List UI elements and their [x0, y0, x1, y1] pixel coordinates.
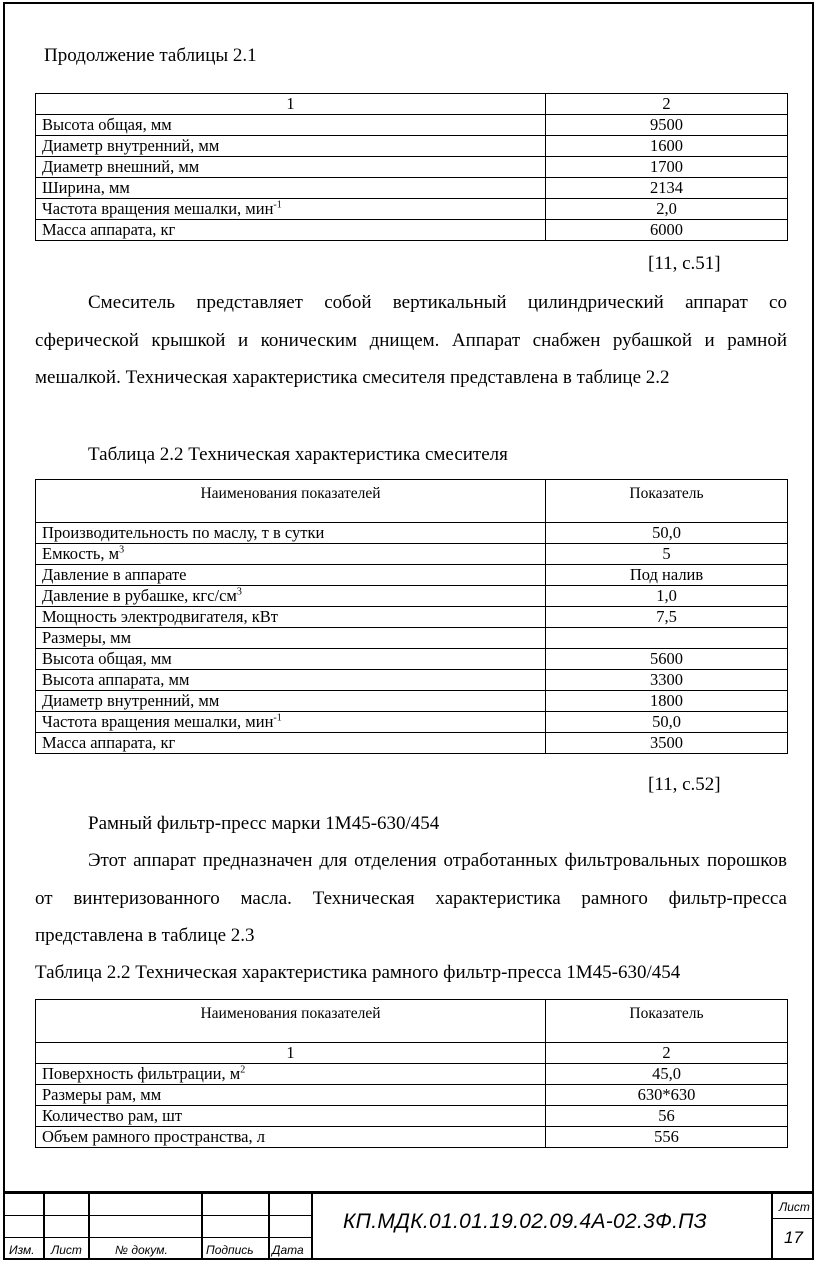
param-value: 5600 [546, 649, 788, 670]
section-heading-filter-press: Рамный фильтр-пресс марки 1М45-630/454 [88, 813, 440, 834]
table-row [36, 544, 788, 565]
param-value: 7,5 [546, 607, 788, 628]
header-cell: Наименования показателей [36, 480, 546, 523]
header-cell: 1 [36, 94, 546, 115]
param-value: 5 [546, 544, 788, 565]
stamp-divider [311, 1194, 313, 1260]
table-row [36, 649, 788, 670]
source-reference: [11, с.52] [648, 774, 721, 795]
param-name: Масса аппарата, кг [36, 733, 546, 754]
stamp-rule [771, 1218, 814, 1219]
param-name: Диаметр внешний, мм [36, 157, 546, 178]
stamp-divider [201, 1194, 203, 1260]
table-row [36, 178, 788, 199]
param-value: 3500 [546, 733, 788, 754]
stamp-divider [268, 1194, 270, 1260]
param-value: 3300 [546, 670, 788, 691]
param-name-cell [36, 712, 546, 733]
table-2-1-continued [35, 93, 788, 241]
param-name: Количество рам, шт [36, 1106, 546, 1127]
document-code: КП.МДК.01.01.19.02.09.4А-02.3Ф.ПЗ [343, 1210, 707, 1233]
header-cell: Показатель [546, 1000, 788, 1043]
superscript: 3 [119, 544, 125, 556]
superscript: 3 [236, 586, 242, 598]
param-name: Ширина, мм [36, 178, 546, 199]
param-name: Производительность по маслу, т в сутки [36, 523, 546, 544]
table-2-2 [35, 479, 788, 754]
param-value: 50,0 [546, 523, 788, 544]
title-block-stamp [3, 1191, 814, 1260]
stamp-label-sheet: Лист [51, 1243, 82, 1257]
param-name: Диаметр внутренний, мм [36, 691, 546, 712]
param-name: Частота вращения мешалки, мин [42, 712, 274, 731]
table-row [36, 115, 788, 136]
param-name: Высота общая, мм [36, 649, 546, 670]
superscript: 2 [240, 1064, 246, 1076]
table-row [36, 670, 788, 691]
stamp-divider [771, 1194, 773, 1260]
superscript: -1 [273, 199, 282, 211]
param-name: Объем рамного пространства, л [36, 1127, 546, 1148]
table-row [36, 1127, 788, 1148]
param-name-cell [36, 1064, 546, 1085]
table-row [36, 1106, 788, 1127]
table-header-row [36, 94, 788, 115]
table-continuation-caption: Продолжение таблицы 2.1 [44, 45, 257, 66]
param-value: 1800 [546, 691, 788, 712]
stamp-label-change: Изм. [9, 1243, 35, 1257]
stamp-rule [3, 1215, 311, 1216]
table-row [36, 565, 788, 586]
param-value [546, 628, 788, 649]
param-value: 2134 [546, 178, 788, 199]
table-row [36, 1085, 788, 1106]
param-value: Под налив [546, 565, 788, 586]
param-name: Емкость, м [42, 544, 120, 563]
stamp-label-signature: Подпись [206, 1243, 254, 1257]
superscript: -1 [273, 712, 282, 724]
table-row [36, 199, 788, 220]
param-name: Частота вращения мешалки, мин [42, 199, 274, 218]
header-cell: Показатель [546, 480, 788, 523]
param-name: Давление в аппарате [36, 565, 546, 586]
table-header-row [36, 1000, 788, 1043]
param-value: 45,0 [546, 1064, 788, 1085]
param-value: 50,0 [546, 712, 788, 733]
param-name-cell [36, 199, 546, 220]
param-name: Высота общая, мм [36, 115, 546, 136]
param-value: 1600 [546, 136, 788, 157]
stamp-label-document: № докум. [115, 1243, 168, 1257]
param-name: Поверхность фильтрации, м [42, 1064, 241, 1083]
param-value: 9500 [546, 115, 788, 136]
table-row [36, 733, 788, 754]
param-value: 630*630 [546, 1085, 788, 1106]
source-reference: [11, с.51] [648, 253, 721, 274]
table-row [36, 157, 788, 178]
param-name: Мощность электродвигателя, кВт [36, 607, 546, 628]
table-row [36, 607, 788, 628]
table-row [36, 136, 788, 157]
table-row [36, 691, 788, 712]
table-number-row [36, 1043, 788, 1064]
param-value: 556 [546, 1127, 788, 1148]
header-cell: Наименования показателей [36, 1000, 546, 1043]
table-header-row [36, 480, 788, 523]
stamp-rule [3, 1237, 311, 1238]
param-value: 6000 [546, 220, 788, 241]
param-value: 56 [546, 1106, 788, 1127]
param-value: 1700 [546, 157, 788, 178]
table-2-3 [35, 999, 788, 1148]
param-value: 2,0 [546, 199, 788, 220]
table-row [36, 523, 788, 544]
table-row [36, 712, 788, 733]
table-2-3-caption: Таблица 2.2 Техническая характеристика рамного фильтр-пресса 1М45-630/454 [35, 962, 681, 983]
param-name: Размеры, мм [36, 628, 546, 649]
param-name: Высота аппарата, мм [36, 670, 546, 691]
stamp-label-page: Лист [779, 1200, 810, 1214]
table-row [36, 1064, 788, 1085]
page-number: 17 [784, 1228, 803, 1247]
paragraph-mixer: Смеситель представляет собой вертикальный цилиндрический аппарат со сферической крышкой и коническим днищем. Аппарат снабжен рубашкой и рамной мешалкой. Техническая характеристика смесителя представлена в таблице 2.2 [35, 292, 787, 388]
column-number: 2 [546, 1043, 788, 1064]
stamp-label-date: Дата [272, 1243, 304, 1257]
table-row [36, 220, 788, 241]
paragraph-filter-press: Этот аппарат предназначен для отделения отработанных фильтровальных порошков от винтеризованного масла. Техническая характеристика рамного фильтр-пресса представлена в таблице 2.3 [35, 850, 787, 946]
param-name: Давление в рубашке, кгс/см [42, 586, 237, 605]
stamp-divider [88, 1194, 90, 1260]
param-name: Диаметр внутренний, мм [36, 136, 546, 157]
stamp-divider [43, 1194, 45, 1260]
param-name: Масса аппарата, кг [36, 220, 546, 241]
param-name: Размеры рам, мм [36, 1085, 546, 1106]
header-cell: 2 [546, 94, 788, 115]
param-value: 1,0 [546, 586, 788, 607]
table-row [36, 628, 788, 649]
table-2-2-caption: Таблица 2.2 Техническая характеристика смесителя [88, 444, 508, 465]
column-number: 1 [36, 1043, 546, 1064]
param-name-cell [36, 544, 546, 565]
table-row [36, 586, 788, 607]
param-name-cell [36, 586, 546, 607]
